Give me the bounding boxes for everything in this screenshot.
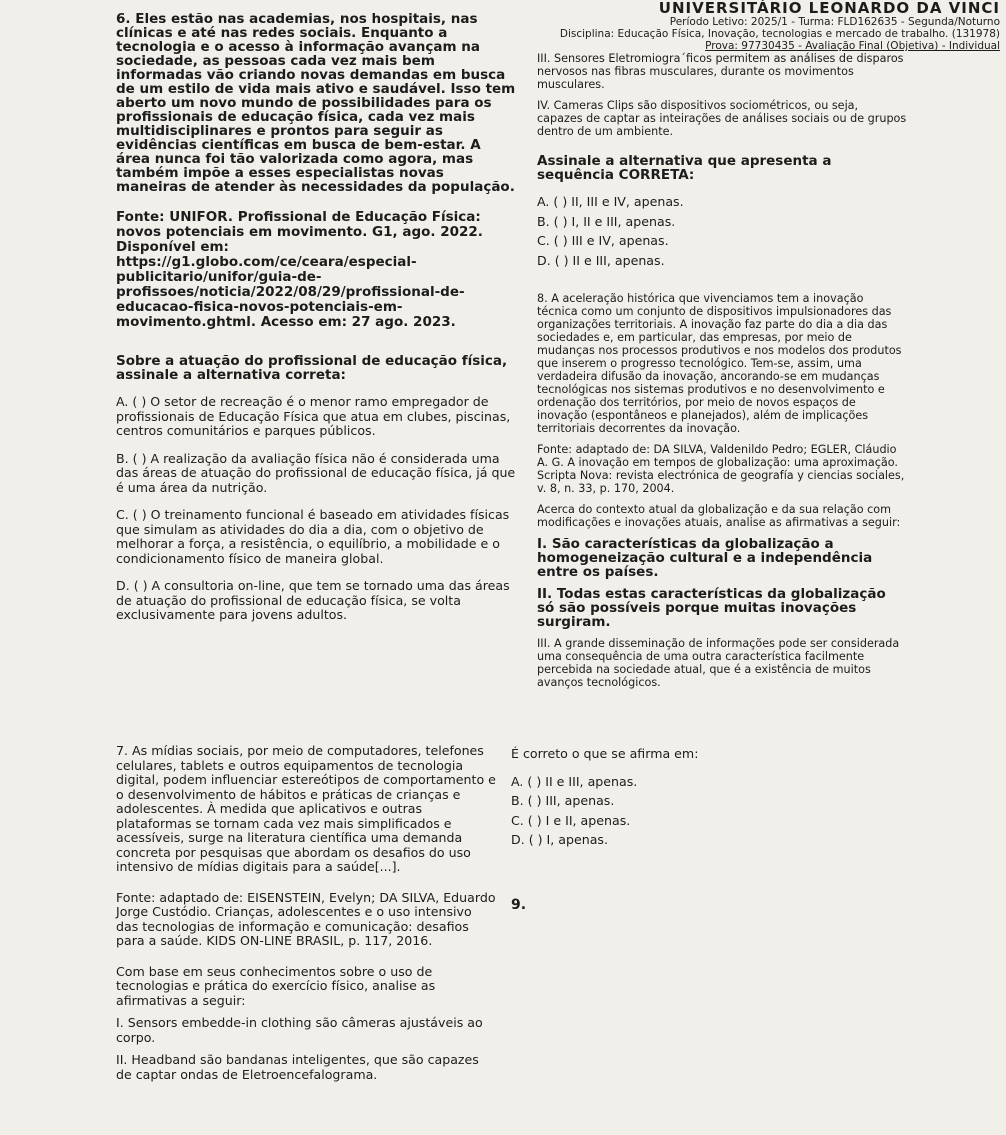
q8-item-1: I. São características da globalização a homogeneização cultural e a independência entre os países. xyxy=(537,536,873,580)
q5-option-a[interactable]: A. ( ) II, III e IV, apenas. xyxy=(537,194,684,209)
q5-option-c[interactable]: C. ( ) III e IV, apenas. xyxy=(537,233,669,248)
q8-context: Acerca do contexto atual da globalização e da sua relação com modificações e inovações atuais, analise as afirmativas a seguir: xyxy=(537,503,901,529)
q6-source: Fonte: UNIFOR. Profissional de Educação Física: novos potenciais em movimento. G1, ago. 2022. Disponível em: https://g1.globo.com/ce/ceara/especial-publicitario/unifor/guia-de-profissoes/noticia/2022/08/29/profissional-de-educacao-fisica-novos-potenciais-em-movimento.ghtml. Acesso em: 27 ago. 2023. xyxy=(116,209,483,330)
q7-prompt: Com base em seus conhecimentos sobre o uso de tecnologias e prática do exercício físico, analise as afirmativas a seguir: xyxy=(116,963,436,1008)
period-line: Período Letivo: 2025/1 - Turma: FLD162635 - Segunda/Noturno xyxy=(669,16,1000,28)
university-name: UNIVERSITÁRIO LEONARDO DA VINCI xyxy=(658,0,1000,17)
q5-item-4: IV. Cameras Clips são dispositivos sociométricos, ou seja, capazes de captar as inteirações de análises sociais ou de grupos dentro de um ambiente. xyxy=(537,99,907,138)
question-7 xyxy=(116,744,496,1082)
q8-intro: 8. A aceleração histórica que vivenciamos tem a inovação técnica como um conjunto de dispositivos impulsionadores das organizações territoriais. A inovação faz parte do dia a dia das sociedades e, em particular, das empresas, por meio de mudanças nos processos produtivos e nos modelos dos produtos que inserem o progresso tecnológico. Tem-se, assim, uma verdadeira difusão da inovação, ancorando-se em mudanças tecnológicas nos sistemas produtivos e no desenvolvimento e ordenação dos territórios, por meio de novos espaços de inovação (espontâneos e planejados), além de implicações territoriais decorrentes da inovação. xyxy=(537,292,902,435)
q6-option-b[interactable]: B. ( ) A realização da avaliação física não é considerada uma das áreas de atuação do profissional de educação física, já que é uma área da nutrição. xyxy=(116,450,516,495)
question-8-options xyxy=(511,747,871,848)
q6-option-c[interactable]: C. ( ) O treinamento funcional é baseado em atividades físicas que simulam as atividades do dia a dia, com o objetivo de melhorar a força, a resistência, o equilíbrio, a mobilidade e o condicionamento físico de maneira global. xyxy=(116,507,510,566)
q8-option-d[interactable]: D. ( ) I, apenas. xyxy=(511,832,608,847)
q5-option-d[interactable]: D. ( ) II e III, apenas. xyxy=(537,252,665,268)
question-9-label: 9. xyxy=(511,897,527,913)
question-5-continued xyxy=(537,52,907,689)
q7-intro: 7. As mídias sociais, por meio de computadores, telefones celulares, tablets e outros equipamentos de tecnologia digital, podem influenciar estereótipos de comportamento e o desenvolvimento de hábitos e práticas de crianças e adolescentes. À medida que aplicativos e outras plataformas se tornam cada vez mais simplificados e acessíveis, surge na literatura científica uma demanda concreta por pesquisas que abordam os desafios do uso intensivo de mídias digitais para a saúde[...]. xyxy=(116,743,496,874)
q8-item-2: II. Todas estas características da globalização só são possíveis porque muitas inovações surgiram. xyxy=(537,586,886,630)
q8-option-b[interactable]: B. ( ) III, apenas. xyxy=(511,793,615,808)
q8-option-c[interactable]: C. ( ) I e II, apenas. xyxy=(511,812,631,828)
q6-prompt: Sobre a atuação do profissional de educação física, assinale a alternativa correta: xyxy=(116,353,508,383)
q8-source: Fonte: adaptado de: DA SILVA, Valdenildo Pedro; EGLER, Cláudio A. G. A inovação em tempos de globalização: uma aproximação. Scripta Nova: revista electrónica de geografía y ciencias sociales, v. 8, n. 33, p. 170, 2004. xyxy=(537,443,905,495)
q7-source: Fonte: adaptado de: EISENSTEIN, Evelyn; DA SILVA, Eduardo Jorge Custódio. Crianças, adolescentes e o uso intensivo das tecnologias de informação e comunicação: desafios para a saúde. KIDS ON-LINE BRASIL, p. 117, 2016. xyxy=(116,889,496,948)
q8-prompt: É correto o que se afirma em: xyxy=(511,746,699,761)
q5-option-b[interactable]: B. ( ) I, II e III, apenas. xyxy=(537,213,676,229)
q8-option-a[interactable]: A. ( ) II e III, apenas. xyxy=(511,773,638,789)
q5-item-3: III. Sensores Eletromiogra´ficos permitem as análises de disparos nervosos nas fibras musculares, durante os movimentos musculares. xyxy=(537,52,904,91)
q7-item-2: II. Headband são bandanas inteligentes, que são capazes de captar ondas de Eletroencefalograma. xyxy=(116,1052,479,1082)
q6-intro: 6. Eles estão nas academias, nos hospitais, nas clínicas e até nas redes sociais. Enquanto a tecnologia e o acesso à informação avançam na sociedade, as pessoas cada vez mais bem informadas vão criando novas demandas em busca de um estilo de vida mais ativo e saudável. Isso tem aberto um novo mundo de possibilidades para os profissionais de educação física, cada vez mais multidisciplinares e prontos para seguir as evidências científicas em busca de bem-estar. A área nunca foi tão valorizada como agora, mas também impõe a esses especialistas novas maneiras de atender às necessidades da população. xyxy=(116,11,516,195)
discipline-line: Disciplina: Educação Física, Inovação, tecnologias e mercado de trabalho. (131978) xyxy=(559,28,1000,40)
q6-option-a[interactable]: A. ( ) O setor de recreação é o menor ramo empregador de profissionais de Educação Física que atua em clubes, piscinas, centros comunitários e parques públicos. xyxy=(116,394,511,438)
exam-line: Prova: 97730435 - Avaliação Final (Objetiva) - Individual xyxy=(705,40,1000,52)
question-6 xyxy=(116,12,516,623)
q6-option-d[interactable]: D. ( ) A consultoria on-line, que tem se tornado uma das áreas de atuação do profissional de educação física, se volta exclusivamente para jovens adultos. xyxy=(116,578,510,622)
q7-item-1: I. Sensors embedde-in clothing são câmeras ajustáveis ao corpo. xyxy=(116,1015,483,1045)
q5-prompt: Assinale a alternativa que apresenta a sequência CORRETA: xyxy=(537,153,832,183)
q8-item-3: III. A grande disseminação de informações pode ser considerada uma consequência de uma outra característica facilmente percebida na sociedade atual, que é a existência de muitos avanços tecnológicos. xyxy=(537,637,900,689)
exam-header xyxy=(440,0,1000,52)
